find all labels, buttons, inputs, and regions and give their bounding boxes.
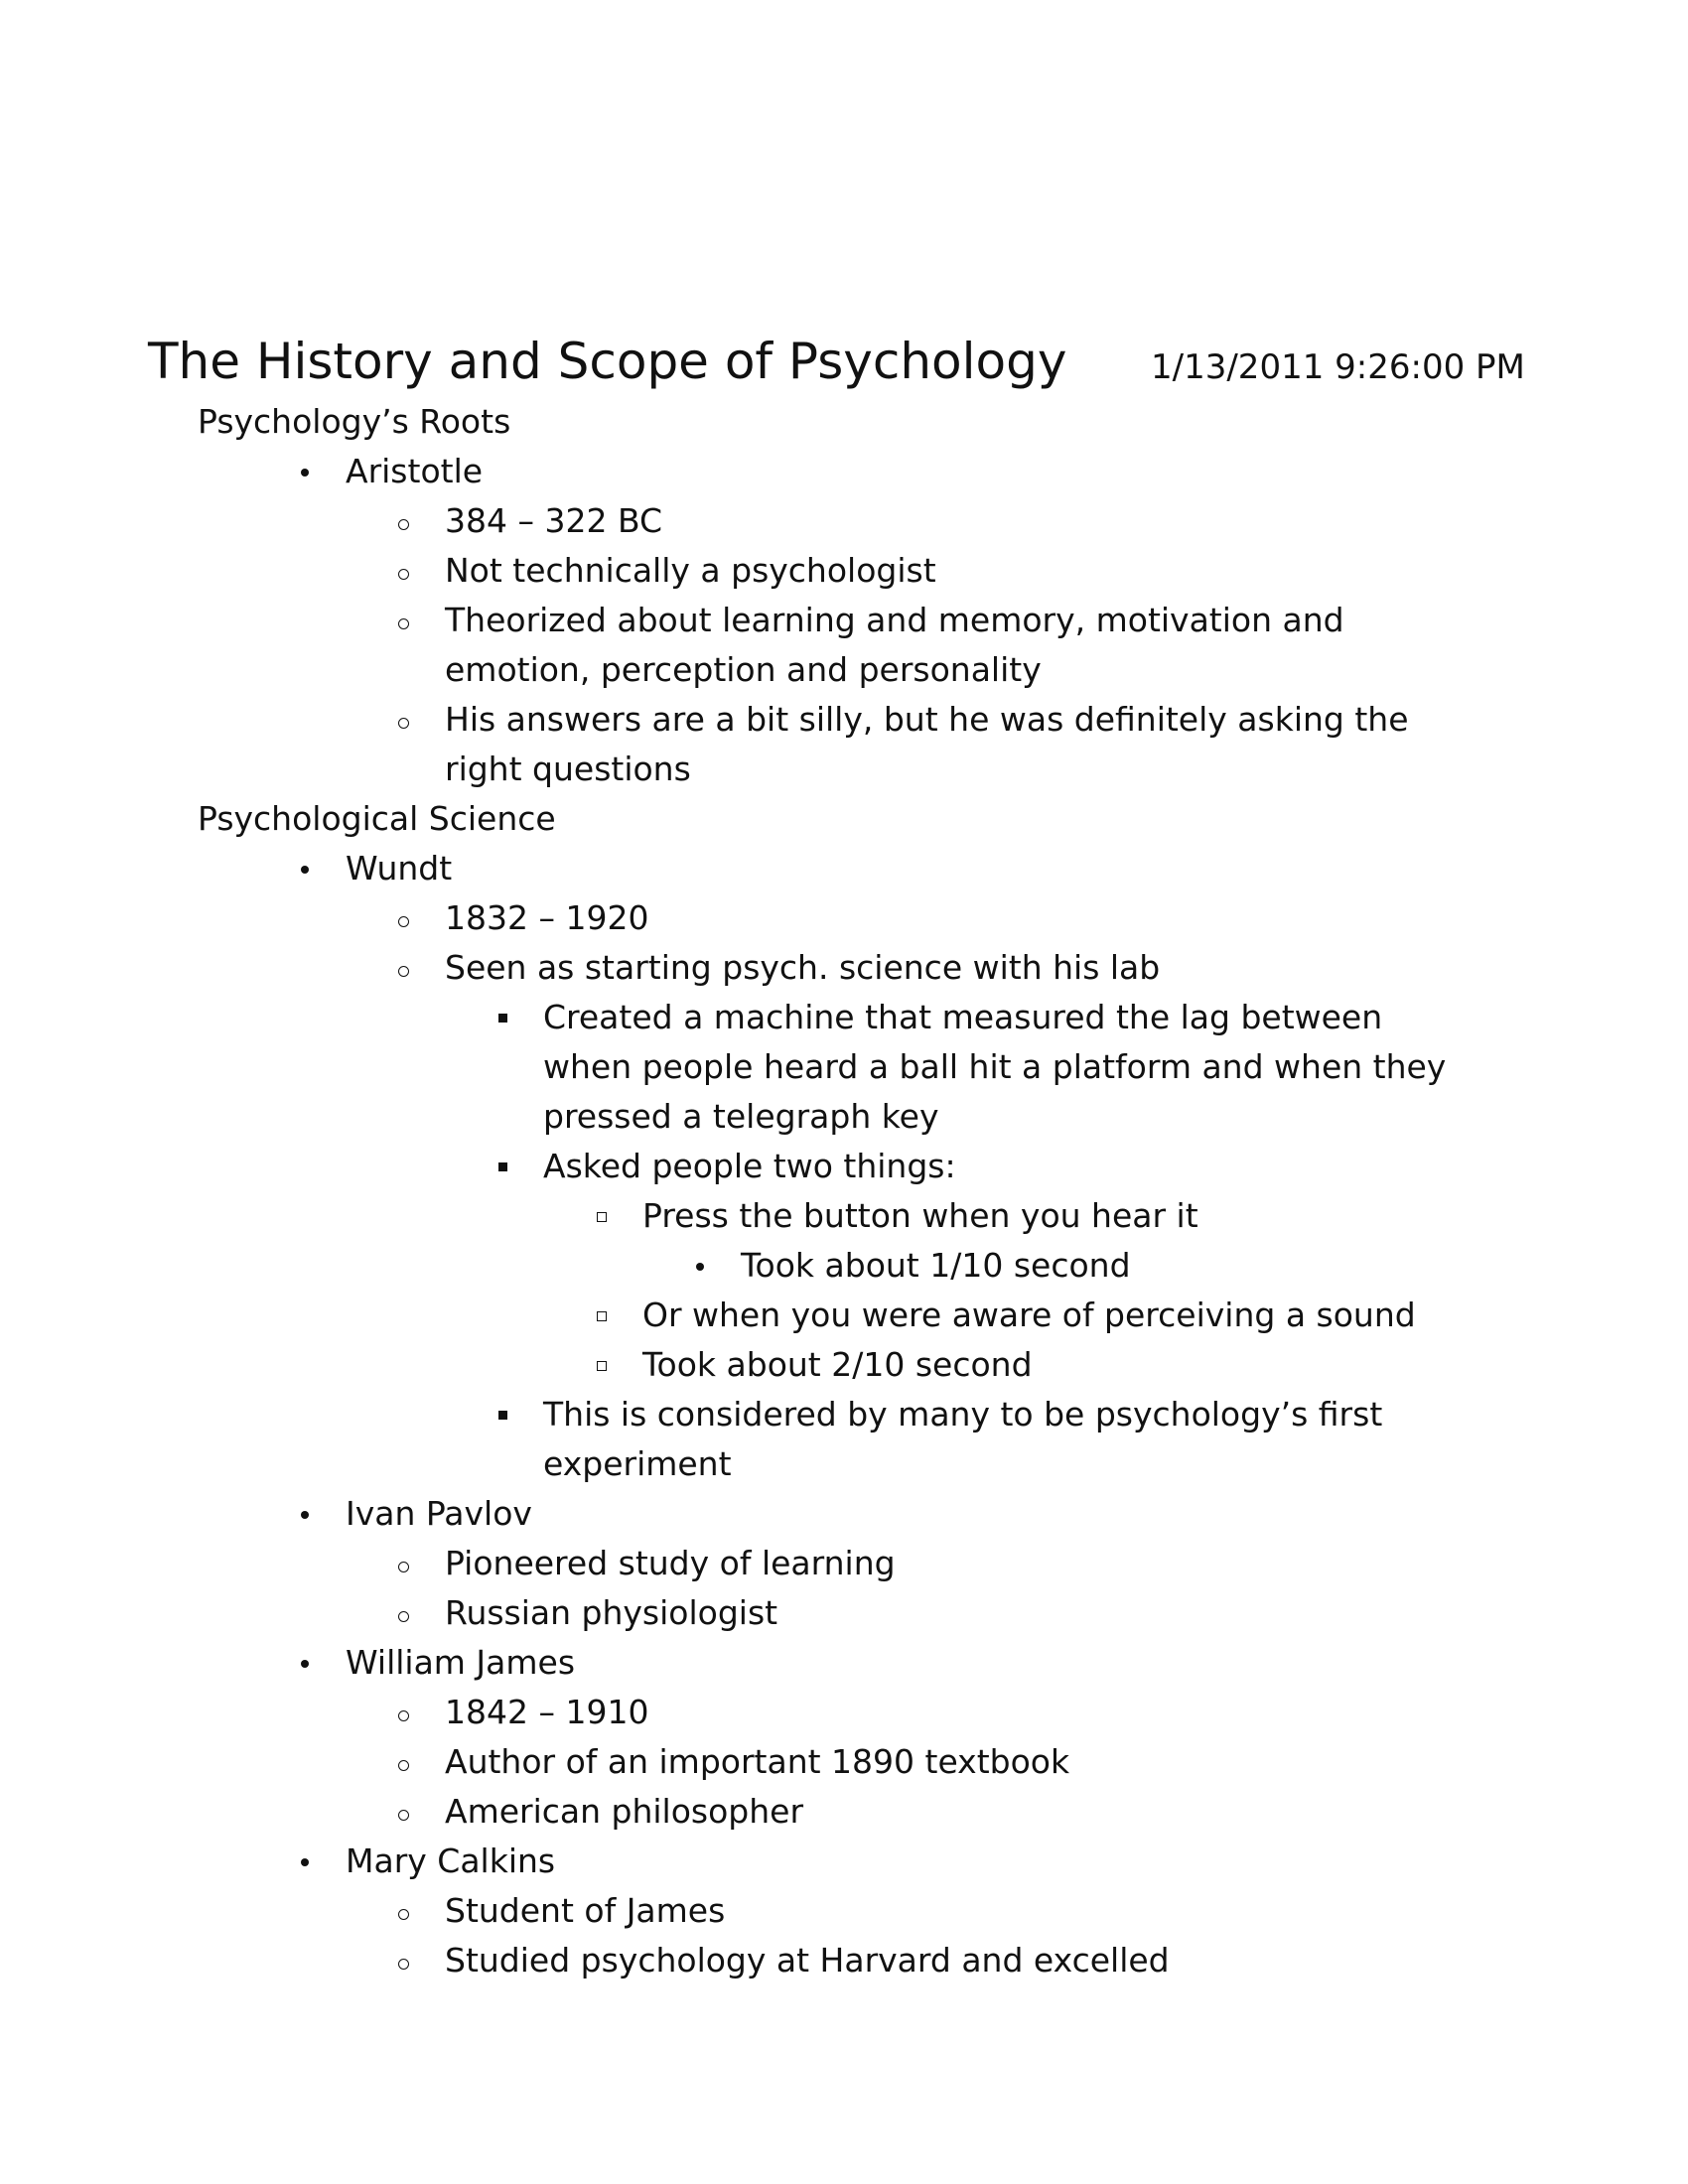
outline-line bbox=[0, 496, 1688, 546]
outline-line bbox=[0, 1837, 1688, 1886]
outline-line bbox=[0, 993, 1688, 1042]
outline-line bbox=[0, 645, 1688, 695]
outline-line bbox=[0, 1737, 1688, 1787]
notes-outline bbox=[0, 397, 1688, 1985]
outline-text: right questions bbox=[445, 750, 691, 788]
outline-text: His answers are a bit silly, but he was definitely asking the bbox=[445, 700, 1409, 739]
outline-text: Theorized about learning and memory, motivation and bbox=[445, 601, 1344, 639]
outline-text: Psychological Science bbox=[198, 799, 556, 838]
outline-text: Not technically a psychologist bbox=[445, 551, 936, 590]
outline-line bbox=[0, 1588, 1688, 1638]
outline-line bbox=[0, 1936, 1688, 1985]
outline-line bbox=[0, 1291, 1688, 1340]
outline-line bbox=[0, 1489, 1688, 1539]
outline-text: American philosopher bbox=[445, 1792, 804, 1831]
outline-text: Mary Calkins bbox=[346, 1842, 556, 1880]
outline-text: Aristotle bbox=[346, 452, 484, 490]
outline-line bbox=[0, 1191, 1688, 1241]
outline-text: Pioneered study of learning bbox=[445, 1544, 896, 1582]
outline-text: experiment bbox=[543, 1444, 732, 1483]
outline-line bbox=[0, 1241, 1688, 1291]
outline-text: pressed a telegraph key bbox=[543, 1097, 939, 1136]
outline-text: Student of James bbox=[445, 1891, 726, 1930]
outline-text: Or when you were aware of perceiving a sound bbox=[642, 1296, 1416, 1334]
outline-text: William James bbox=[346, 1643, 576, 1682]
outline-text: 384 – 322 BC bbox=[445, 501, 663, 540]
outline-text: Created a machine that measured the lag between bbox=[543, 998, 1383, 1036]
outline-text: Seen as starting psych. science with his lab bbox=[445, 948, 1161, 987]
outline-text: 1832 – 1920 bbox=[445, 898, 649, 937]
outline-line bbox=[0, 546, 1688, 596]
outline-text: Wundt bbox=[346, 849, 453, 887]
outline-text: Psychology’s Roots bbox=[198, 402, 511, 441]
outline-text: Ivan Pavlov bbox=[346, 1494, 532, 1533]
outline-line bbox=[0, 397, 1688, 447]
outline-line bbox=[0, 1886, 1688, 1936]
outline-line bbox=[0, 943, 1688, 993]
outline-text: emotion, perception and personality bbox=[445, 650, 1042, 689]
outline-line bbox=[0, 1340, 1688, 1390]
outline-line bbox=[0, 1390, 1688, 1439]
outline-line bbox=[0, 893, 1688, 943]
outline-line bbox=[0, 1439, 1688, 1489]
outline-line bbox=[0, 1688, 1688, 1737]
outline-text: Asked people two things: bbox=[543, 1147, 956, 1185]
outline-line bbox=[0, 1042, 1688, 1092]
outline-line bbox=[0, 794, 1688, 844]
outline-text: Russian physiologist bbox=[445, 1593, 778, 1632]
outline-text: 1842 – 1910 bbox=[445, 1693, 649, 1731]
outline-line bbox=[0, 1142, 1688, 1191]
outline-line bbox=[0, 596, 1688, 645]
outline-text: Took about 2/10 second bbox=[642, 1345, 1033, 1384]
outline-line bbox=[0, 447, 1688, 496]
outline-text: This is considered by many to be psychology’s first bbox=[543, 1395, 1383, 1433]
outline-line bbox=[0, 695, 1688, 745]
timestamp: 1/13/2011 9:26:00 PM bbox=[1151, 347, 1525, 387]
outline-text: Press the button when you hear it bbox=[642, 1196, 1198, 1235]
outline-line bbox=[0, 1539, 1688, 1588]
outline-line bbox=[0, 844, 1688, 893]
outline-text: Studied psychology at Harvard and excelled bbox=[445, 1941, 1170, 1979]
outline-line bbox=[0, 1638, 1688, 1688]
outline-line bbox=[0, 745, 1688, 794]
outline-line bbox=[0, 1787, 1688, 1837]
outline-text: Author of an important 1890 textbook bbox=[445, 1742, 1070, 1781]
outline-line bbox=[0, 1092, 1688, 1142]
outline-text: when people heard a ball hit a platform and when they bbox=[543, 1047, 1447, 1086]
page-title: The History and Scope of Psychology bbox=[148, 333, 1067, 390]
outline-text: Took about 1/10 second bbox=[741, 1246, 1131, 1285]
